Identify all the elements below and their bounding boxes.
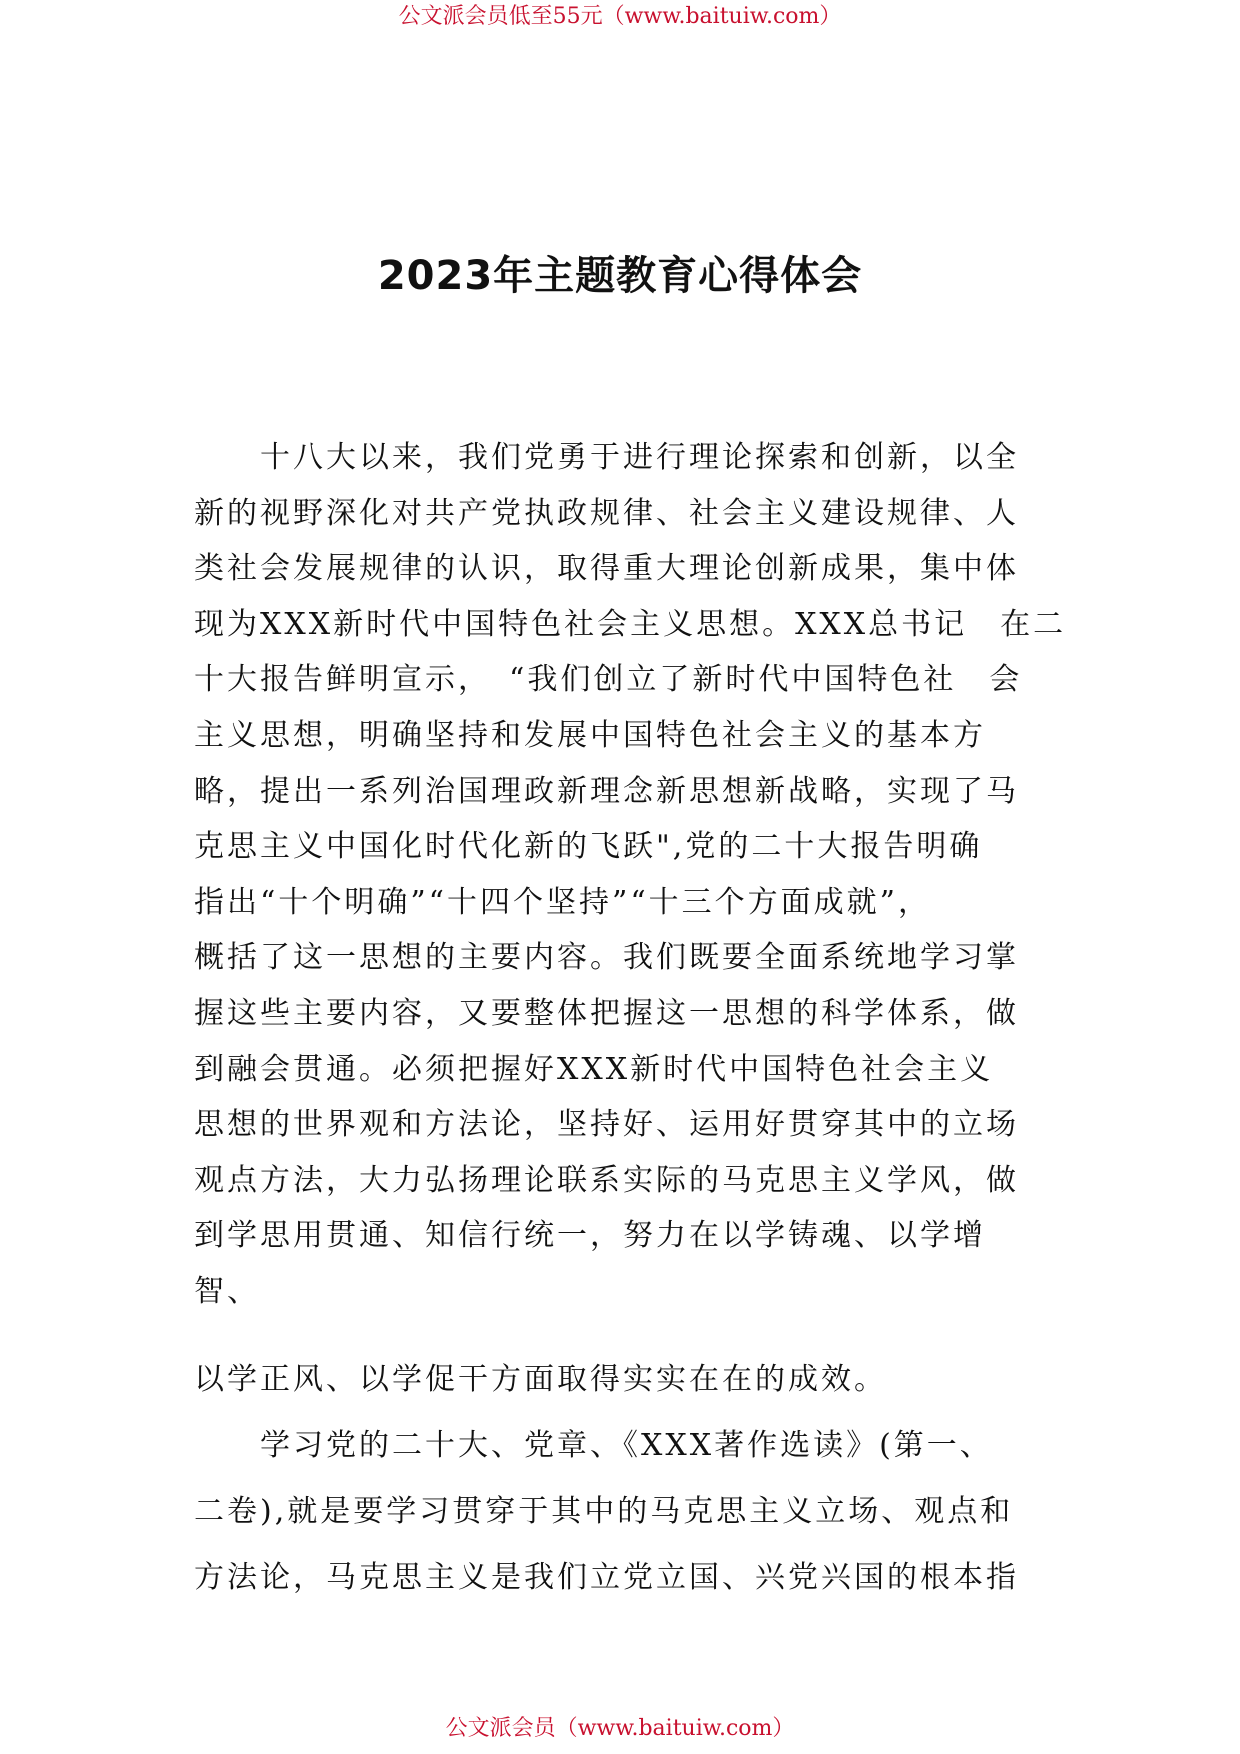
text-line: 类社会发展规律的认识，取得重大理论创新成果，集中体 [194, 551, 1019, 587]
text-line: 十八大以来，我们党勇于进行理论探索和创新，以全 [194, 440, 1019, 475]
text-line: 学习党的二十大、党章、《XXX著作选读》(第一、 [194, 1428, 993, 1463]
header-watermark-banner: 公文派会员低至55元（www.baituiw.com） [398, 4, 842, 29]
text-line: 智、 [194, 1273, 260, 1309]
text-line: 思想的世界观和方法论，坚持好、运用好贯穿其中的立场 [194, 1107, 1019, 1143]
text-line: 二卷),就是要学习贯穿于其中的马克思主义立场、观点和 [194, 1494, 1014, 1529]
text-line: 概括了这一思想的主要内容。我们既要全面系统地学习掌 [194, 940, 1019, 976]
text-line: 现为XXX新时代中国特色社会主义思想。XXX总书记 在二 [194, 606, 1067, 642]
text-line: 到学思用贯通、知信行统一，努力在以学铸魂、以学增 [194, 1218, 986, 1254]
text-line: 克思主义中国化时代化新的飞跃",党的二十大报告明确 [194, 829, 983, 865]
text-line: 指出“十个明确”“十四个坚持”“十三个方面成就”， [194, 884, 932, 920]
body-paragraph-block-2 [194, 1347, 1094, 1611]
text-line: 方法论，马克思主义是我们立党立国、兴党兴国的根本指 [194, 1560, 1019, 1595]
document-title: 2023年主题教育心得体会 [377, 253, 863, 299]
text-line: 到融会贯通。必须把握好XXX新时代中国特色社会主义 [194, 1051, 994, 1087]
footer-watermark-banner: 公文派会员（www.baituiw.com） [445, 1716, 795, 1741]
text-line: 握这些主要内容，又要整体把握这一思想的科学体系，做 [194, 995, 1019, 1031]
text-line: 主义思想，明确坚持和发展中国特色社会主义的基本方 [194, 717, 986, 753]
text-line: 略，提出一系列治国理政新理念新思想新战略，实现了马 [194, 773, 1019, 809]
text-line: 新的视野深化对共产党执政规律、社会主义建设规律、人 [194, 495, 1019, 531]
text-line: 以学正风、以学促干方面取得实实在在的成效。 [194, 1362, 887, 1397]
body-paragraph-block-1 [194, 430, 1094, 1320]
text-line: 十大报告鲜明宣示， “我们创立了新时代中国特色社 会 [194, 662, 1023, 698]
text-line: 观点方法，大力弘扬理论联系实际的马克思主义学风，做 [194, 1162, 1019, 1198]
